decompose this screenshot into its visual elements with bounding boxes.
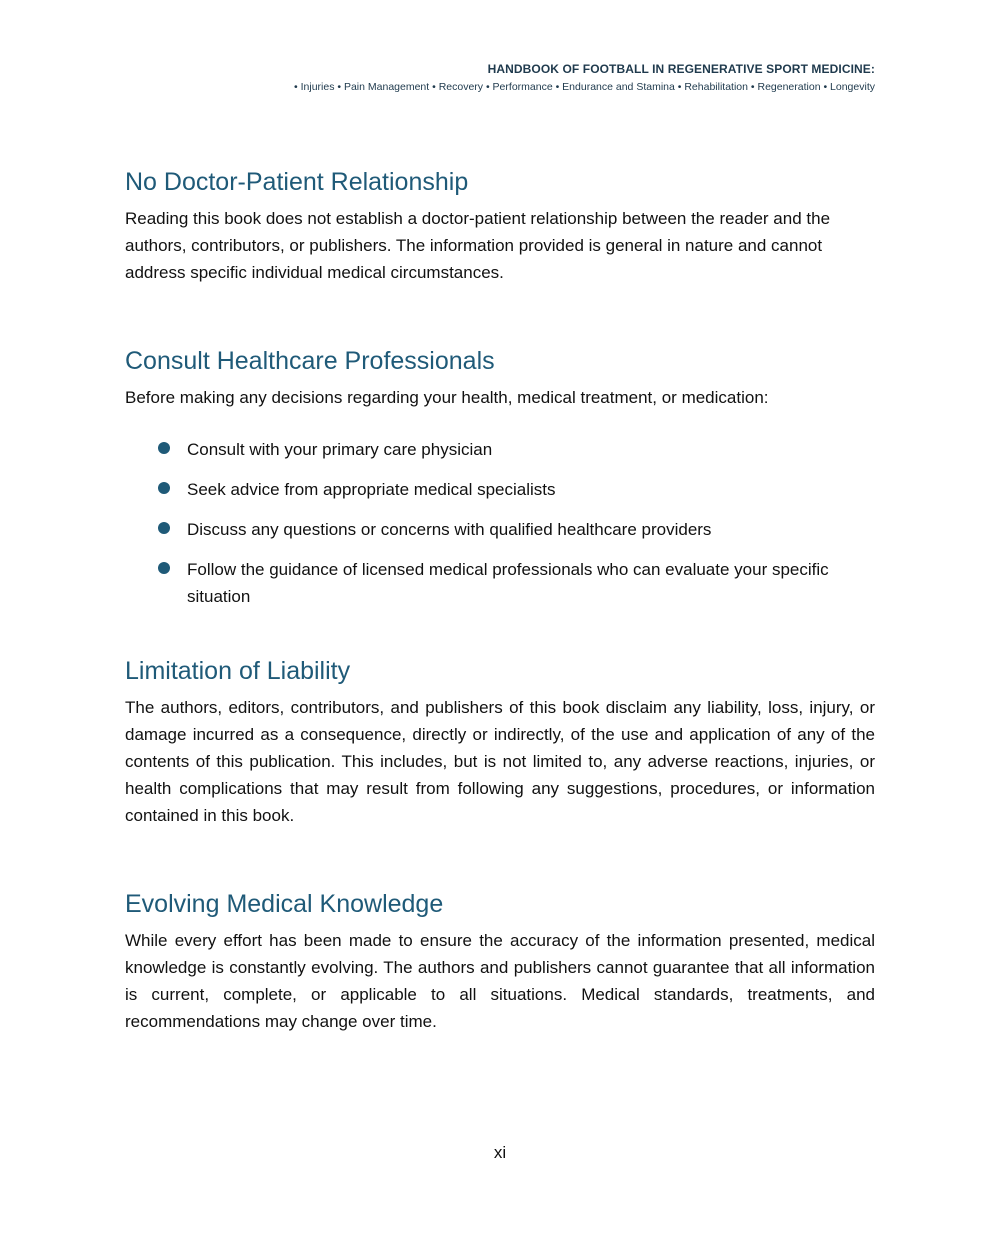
list-item: [125, 556, 875, 610]
section-heading: No Doctor-Patient Relationship: [125, 168, 469, 196]
bullet-list: [125, 436, 875, 610]
bullet-dot-icon: [158, 522, 170, 534]
section-body: While every effort has been made to ensure the accuracy of the information presented, medical knowledge is constantly evolving. The authors and publishers cannot guarantee that all information is current, complete, or applicable to all situations. Medical standards, treatments, and recommendations may change over time.: [125, 931, 875, 1031]
bullet-dot-icon: [158, 482, 170, 494]
bullet-dot-icon: [158, 562, 170, 574]
page-number: xi: [493, 1143, 507, 1162]
list-item: [125, 436, 875, 463]
list-item-text: Follow the guidance of licensed medical professionals who can evaluate your specific situation: [187, 560, 829, 606]
list-item-text: Seek advice from appropriate medical specialists: [187, 480, 556, 499]
list-item: [125, 476, 875, 503]
running-header: [294, 62, 875, 93]
section-heading: Consult Healthcare Professionals: [125, 347, 495, 375]
section-evolving-knowledge: [125, 887, 875, 1035]
section-body: The authors, editors, contributors, and publishers of this book disclaim any liability, loss, injury, or damage incurred as a consequence, directly or indirectly, of the use and application of any of the contents of this publication. This includes, but is not limited to, any adverse reactions, injuries, or health complications that may result from following any suggestions, procedures, or information contained in this book.: [125, 698, 875, 825]
section-limitation-liability: [125, 654, 875, 829]
book-title: HANDBOOK OF FOOTBALL IN REGENERATIVE SPORT MEDICINE:: [487, 62, 875, 76]
list-item-text: Consult with your primary care physician: [187, 440, 493, 459]
section-body: Before making any decisions regarding your health, medical treatment, or medication:: [125, 388, 769, 407]
list-item-text: Discuss any questions or concerns with qualified healthcare providers: [187, 520, 712, 539]
list-item: [125, 516, 875, 543]
section-body: Reading this book does not establish a doctor-patient relationship between the reader and the authors, contributors, or publishers. The information provided is general in nature and cannot address specific individual medical circumstances.: [125, 209, 831, 282]
section-consult-professionals: [125, 344, 875, 610]
bullet-dot-icon: [158, 442, 170, 454]
book-topics: • Injuries • Pain Management • Recovery • Performance • Endurance and Stamina • Rehabilitation • Regeneration • Longevity: [294, 81, 875, 93]
page-content: [125, 165, 875, 1035]
section-no-doctor-patient: [125, 165, 875, 286]
section-heading: Limitation of Liability: [125, 657, 351, 685]
section-heading: Evolving Medical Knowledge: [125, 890, 444, 918]
